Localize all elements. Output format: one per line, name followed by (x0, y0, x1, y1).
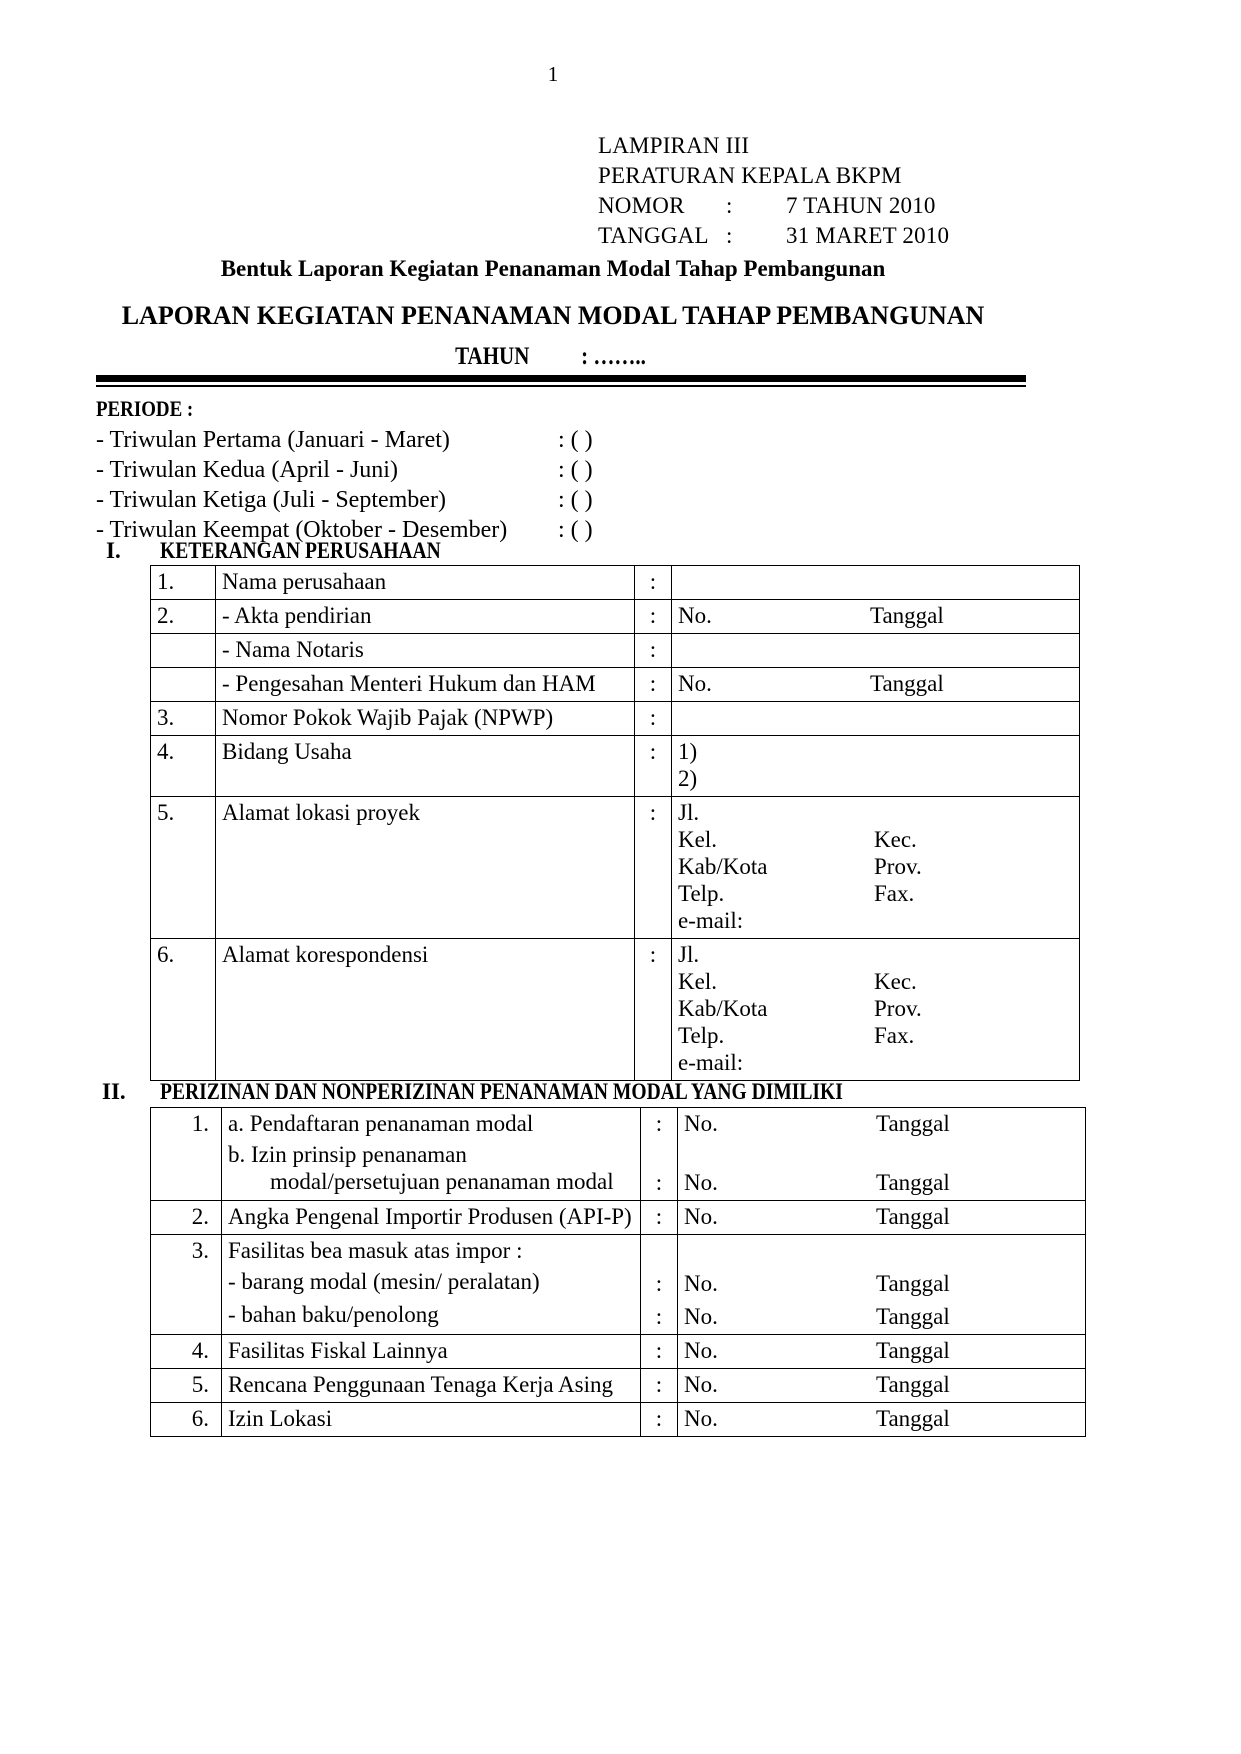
table-keterangan-perusahaan (150, 565, 1080, 1081)
address-telp-label: Telp. (678, 1023, 725, 1048)
section-1-roman: I. (106, 538, 121, 563)
address-fax-label: Fax. (874, 1023, 915, 1048)
header-divider (96, 375, 1026, 387)
value-no-label: No. (678, 603, 712, 628)
value-no-label: No. (684, 1406, 718, 1431)
row-number: 4. (151, 1335, 222, 1369)
address-line-jalan[interactable] (678, 799, 1073, 826)
periode-item-q2[interactable] (96, 455, 996, 485)
row-colon: : (635, 736, 672, 797)
row-number: 2. (151, 600, 216, 634)
row-label: Izin Lokasi (222, 1403, 641, 1437)
row-value-field[interactable] (672, 668, 1080, 702)
periode-q1-checkbox[interactable]: : ( ) (558, 427, 593, 453)
row-colon: : (635, 566, 672, 600)
value-no-label: No. (684, 1304, 718, 1329)
row-number: 5. (151, 797, 216, 939)
periode-item-q3[interactable] (96, 485, 996, 515)
row-label: Bidang Usaha (216, 736, 635, 797)
table-perizinan-nonperizinan (150, 1107, 1086, 1437)
row-value-field[interactable] (672, 634, 1080, 668)
row-colon-b: : (641, 1141, 678, 1201)
address-email-label: e-mail: (678, 1050, 744, 1075)
value-tanggal-label: Tanggal (876, 1111, 950, 1136)
bidang-usaha-item-2[interactable]: 2) (678, 766, 698, 791)
value-tanggal-label: Tanggal (870, 603, 944, 628)
row-colon: : (635, 939, 672, 1081)
bidang-usaha-item-1[interactable]: 1) (678, 739, 698, 764)
value-no-label: No. (684, 1111, 718, 1136)
year-row (0, 343, 1100, 371)
periode-section (96, 395, 996, 545)
row-number: 6. (151, 939, 216, 1081)
row-colon: : (635, 702, 672, 736)
table-row (151, 1235, 1086, 1269)
reference-peraturan-text: PERATURAN KEPALA BKPM (598, 163, 902, 188)
row-value-field[interactable] (672, 600, 1080, 634)
address-line-kelurahan[interactable] (678, 968, 1073, 995)
row-number: 1. (151, 566, 216, 600)
address-provinsi-label: Prov. (874, 996, 922, 1021)
row-value-field[interactable] (678, 1201, 1086, 1235)
row-colon: : (641, 1403, 678, 1437)
row-number (151, 668, 216, 702)
lampiran-reference-block (598, 131, 949, 251)
row-value-field[interactable] (672, 566, 1080, 600)
reference-nomor-label: NOMOR (598, 193, 685, 218)
value-no-label: No. (678, 671, 712, 696)
row-number: 3. (151, 702, 216, 736)
table-row (151, 1108, 1086, 1142)
value-no-label: No. (684, 1372, 718, 1397)
address-kecamatan-label: Kec. (874, 969, 917, 994)
value-tanggal-label: Tanggal (876, 1170, 950, 1195)
address-provinsi-label: Prov. (874, 854, 922, 879)
row-colon-a: : (641, 1108, 678, 1142)
periode-q2-label: - Triwulan Kedua (April - Juni) (96, 457, 398, 483)
row-label-a (222, 1108, 641, 1142)
reference-nomor-colon: : (726, 193, 733, 218)
address-jalan-label: Jl. (678, 942, 700, 967)
value-no-label: No. (684, 1204, 718, 1229)
periode-heading: PERIODE : (96, 396, 194, 421)
document-title (0, 301, 1106, 331)
periode-q3-label: - Triwulan Ketiga (Juli - September) (96, 487, 446, 513)
periode-q4-label: - Triwulan Keempat (Oktober - Desember) (96, 517, 508, 543)
row-label-b (222, 1141, 641, 1201)
row-label-a-text: a. Pendaftaran penanaman modal (228, 1111, 534, 1136)
table-row (151, 736, 1080, 797)
value-tanggal-label: Tanggal (876, 1304, 950, 1329)
address-kabkota-label: Kab/Kota (678, 854, 768, 879)
table-row (151, 1301, 1086, 1335)
row-value-field (678, 1235, 1086, 1269)
reference-line-tanggal (598, 221, 949, 251)
row-value-field[interactable] (678, 1369, 1086, 1403)
periode-q3-checkbox[interactable]: : ( ) (558, 487, 593, 513)
row-label (216, 668, 635, 702)
value-tanggal-label: Tanggal (870, 671, 944, 696)
value-tanggal-label: Tanggal (876, 1204, 950, 1229)
row-colon: : (641, 1369, 678, 1403)
row-sublabel-barang-modal: - barang modal (mesin/ peralatan) (222, 1268, 641, 1301)
table-row (151, 600, 1080, 634)
reference-tanggal-value: 31 MARET 2010 (786, 223, 950, 248)
value-tanggal-label: Tanggal (876, 1406, 950, 1431)
reference-tanggal-label: TANGGAL (598, 223, 709, 248)
table-row (151, 668, 1080, 702)
row-value-field[interactable] (678, 1268, 1086, 1301)
address-line-kelurahan[interactable] (678, 826, 1073, 853)
section-2-roman: II. (102, 1079, 126, 1104)
reference-line-nomor (598, 191, 949, 221)
address-kelurahan-label: Kel. (678, 969, 717, 994)
row-value-field[interactable] (672, 939, 1080, 1081)
row-value-field[interactable] (672, 736, 1080, 797)
section-2-title: PERIZINAN DAN NONPERIZINAN PENANAMAN MODAL YANG DIMILIKI (160, 1079, 843, 1104)
value-tanggal-label: Tanggal (876, 1338, 950, 1363)
reference-nomor-value: 7 TAHUN 2010 (786, 193, 936, 218)
divider-thick-bar (96, 375, 1026, 382)
page-number: 1 (547, 62, 559, 86)
address-line-kabkota[interactable] (678, 995, 1073, 1022)
reference-tanggal-colon: : (726, 223, 733, 248)
periode-q2-checkbox[interactable]: : ( ) (558, 457, 593, 483)
divider-thin-line (96, 385, 1026, 387)
row-label-b-text: b. Izin prinsip penanaman modal/persetujuan penanaman modal (228, 1142, 614, 1194)
row-label: Fasilitas Fiskal Lainnya (222, 1335, 641, 1369)
value-no-label: No. (684, 1271, 718, 1296)
row-label: Alamat lokasi proyek (216, 797, 635, 939)
periode-q1-label: - Triwulan Pertama (Januari - Maret) (96, 427, 450, 453)
document-subtitle-text: Bentuk Laporan Kegiatan Penanaman Modal Tahap Pembangunan (220, 256, 886, 281)
table-row (151, 939, 1080, 1081)
row-colon: : (641, 1268, 678, 1301)
table-row (151, 566, 1080, 600)
row-number: 2. (151, 1201, 222, 1235)
address-line-telp[interactable] (678, 880, 1073, 907)
row-value-field-a[interactable] (678, 1108, 1086, 1142)
periode-q4-checkbox[interactable]: : ( ) (558, 517, 593, 543)
row-value-field[interactable] (678, 1403, 1086, 1437)
address-fax-label: Fax. (874, 881, 915, 906)
reference-line-peraturan (598, 161, 949, 191)
reference-line-lampiran (598, 131, 949, 161)
row-value-field[interactable] (672, 797, 1080, 939)
row-label: - Akta pendirian (216, 600, 635, 634)
table-row (151, 634, 1080, 668)
table-row (151, 702, 1080, 736)
table-row (151, 1335, 1086, 1369)
row-colon: : (641, 1335, 678, 1369)
table-row (151, 1201, 1086, 1235)
address-jalan-label: Jl. (678, 800, 700, 825)
row-value-field[interactable] (672, 702, 1080, 736)
row-number: 1. (151, 1108, 222, 1201)
table-row (151, 797, 1080, 939)
row-number: 4. (151, 736, 216, 797)
periode-list (96, 425, 996, 545)
row-label: Fasilitas bea masuk atas impor : (222, 1235, 641, 1269)
address-line-email[interactable] (678, 907, 1073, 934)
periode-item-q1[interactable] (96, 425, 996, 455)
row-colon: : (641, 1301, 678, 1335)
row-label: Rencana Penggunaan Tenaga Kerja Asing (222, 1369, 641, 1403)
year-label: TAHUN (455, 343, 530, 370)
address-line-jalan[interactable] (678, 941, 1073, 968)
reference-lampiran-text: LAMPIRAN III (598, 133, 750, 158)
row-label: - Nama Notaris (216, 634, 635, 668)
table-row (151, 1403, 1086, 1437)
value-no-label: No. (684, 1170, 718, 1195)
row-number: 5. (151, 1369, 222, 1403)
row-sublabel-bahan-baku: - bahan baku/penolong (222, 1301, 641, 1335)
table-row (151, 1369, 1086, 1403)
row-label-text: - Pengesahan Menteri Hukum dan HAM (222, 671, 596, 696)
address-line-kabkota[interactable] (678, 853, 1073, 880)
row-colon: : (635, 668, 672, 702)
row-value-field[interactable] (678, 1335, 1086, 1369)
row-label: Nomor Pokok Wajib Pajak (NPWP) (216, 702, 635, 736)
section-1-title: KETERANGAN PERUSAHAAN (160, 538, 441, 563)
periode-heading-wrap (96, 395, 996, 423)
row-colon: : (635, 634, 672, 668)
value-no-label: No. (684, 1338, 718, 1363)
row-label: Angka Pengenal Importir Produsen (API-P) (222, 1201, 641, 1235)
row-number: 3. (151, 1235, 222, 1335)
year-value: : …….. (580, 343, 646, 370)
table-row (151, 1268, 1086, 1301)
row-colon: : (635, 600, 672, 634)
document-subtitle (0, 256, 1106, 282)
address-kecamatan-label: Kec. (874, 827, 917, 852)
row-number: 6. (151, 1403, 222, 1437)
address-kabkota-label: Kab/Kota (678, 996, 768, 1021)
address-line-telp[interactable] (678, 1022, 1073, 1049)
row-number (151, 634, 216, 668)
row-value-field-b[interactable] (678, 1141, 1086, 1201)
row-colon: : (635, 797, 672, 939)
row-colon: : (641, 1201, 678, 1235)
value-tanggal-label: Tanggal (876, 1372, 950, 1397)
row-value-field[interactable] (678, 1301, 1086, 1335)
value-tanggal-label: Tanggal (876, 1271, 950, 1296)
row-label: Nama perusahaan (216, 566, 635, 600)
row-label: Alamat korespondensi (216, 939, 635, 1081)
address-kelurahan-label: Kel. (678, 827, 717, 852)
address-email-label: e-mail: (678, 908, 744, 933)
row-colon (641, 1235, 678, 1269)
address-telp-label: Telp. (678, 881, 725, 906)
document-title-text: LAPORAN KEGIATAN PENANAMAN MODAL TAHAP PEMBANGUNAN (121, 301, 985, 330)
address-line-email[interactable] (678, 1049, 1073, 1076)
table-row (151, 1141, 1086, 1201)
